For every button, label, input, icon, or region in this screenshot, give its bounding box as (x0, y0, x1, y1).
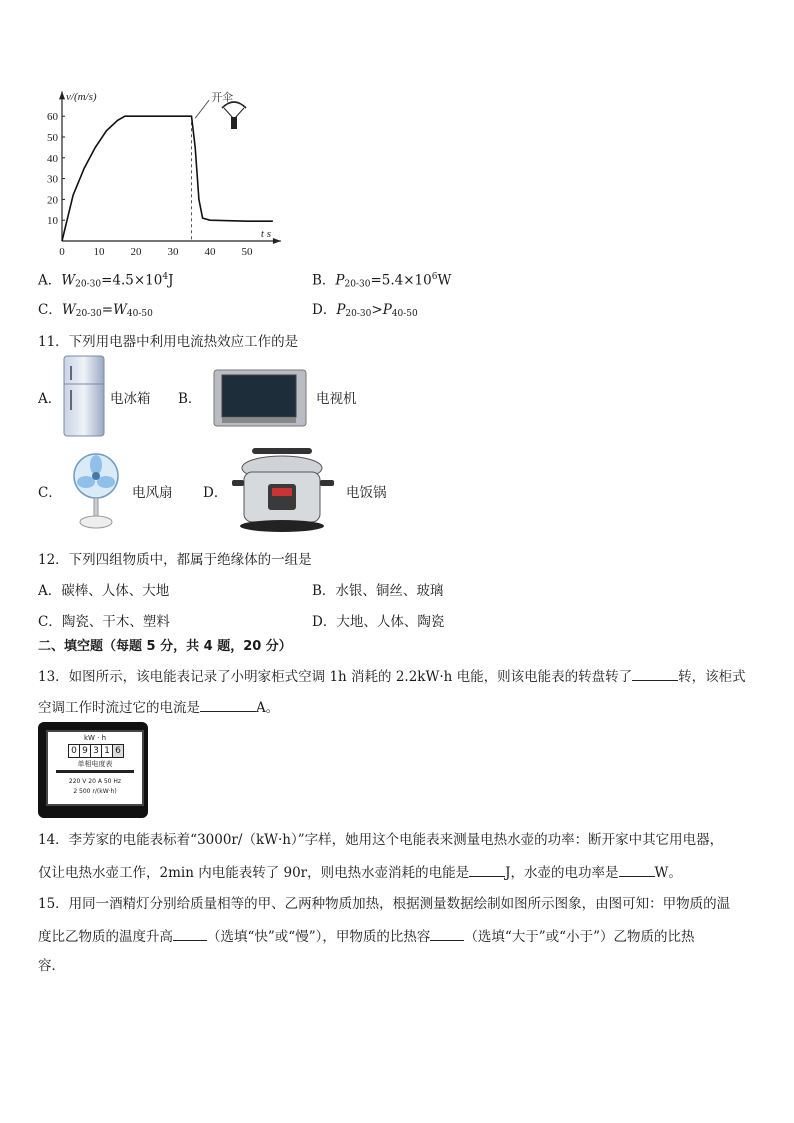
x-tick-label: 0 (59, 246, 65, 256)
q15-line2: 度比乙物质的温度升高 （选填“快”或“慢”），甲物质的比热容 （选填“大于”或“小于”）乙物质的比热 (38, 926, 694, 946)
q11-option-b-label: B． (178, 391, 202, 407)
annotation-text: 开伞 (211, 91, 234, 104)
velocity-series-line (62, 116, 273, 241)
answer-blank-q14-b (619, 862, 655, 877)
x-tick-label: 20 (130, 246, 142, 256)
television-image (212, 368, 308, 430)
q11-option-c-label: C． (38, 485, 62, 501)
parachute-icon (222, 102, 246, 129)
section-heading: 二、填空题（每题 5 分，共 4 题，20 分） (38, 639, 292, 654)
q14-line2: 仅让电热水壶工作，2min 内电能表转了 90r，则电热水壶消耗的电能是 J，水壶的电功率是 W。 (38, 862, 682, 882)
q12-option-b: B．水银、铜丝、玻璃 (312, 583, 444, 599)
meter-digit-window: 0 9 3 1 6 (68, 744, 124, 758)
q14-line1: 14．李芳家的电能表标着“3000r/（kW·h）”字样，她用这个电能表来测量电热水壶的功率：断开家中其它用电器， (38, 832, 724, 848)
meter-name: 单相电度表 (77, 760, 113, 768)
annotation-leader (195, 100, 209, 118)
q10-option-a: A．$W_{20-30}=4.5\times 10^4J$ (38, 272, 174, 290)
meter-spec: 220 V 20 A 50 Hz (68, 778, 122, 785)
q10-option-d: D．$P_{20-30}>P_{40-50}$ (312, 302, 418, 319)
velocity-time-chart (30, 86, 300, 256)
refrigerator-image (58, 354, 110, 440)
y-axis-label: v/(m/s) (66, 91, 97, 103)
x-axis-label: t s (260, 228, 271, 240)
q12-option-c: C．陶瓷、干木、塑料 (38, 614, 170, 630)
meter-revolutions: 2 500 r/(kW·h) (73, 788, 117, 795)
answer-blank-q13-b (200, 697, 256, 712)
q10-option-c: C．$W_{20-30}=W_{40-50}$ (38, 302, 153, 319)
q11-option-d-label: D． (203, 485, 228, 501)
y-tick-label: 40 (47, 152, 58, 165)
q12-option-a: A．碳棒、人体、大地 (38, 583, 170, 599)
answer-blank-q13-a (632, 666, 678, 681)
q11-stem: 11．下列用电器中利用电流热效应工作的是 (38, 334, 299, 350)
q10-option-b: B．$P_{20-30}=5.4\times 10^6W$ (312, 272, 452, 290)
x-tick-label: 50 (241, 246, 253, 256)
q11-option-a-label: A． (38, 391, 62, 407)
y-tick-label: 60 (47, 111, 58, 124)
y-axis-arrow (59, 91, 65, 99)
q15-line1: 15．用同一酒精灯分别给质量相等的甲、乙两种物质加热，根据测量数据绘制如图所示图象，由图可知：甲物质的温 (38, 896, 731, 912)
answer-blank-q15-a (173, 926, 207, 941)
x-tick-label: 40 (204, 246, 216, 256)
x-tick-label: 10 (93, 246, 105, 256)
meter-unit: kW · h (83, 734, 107, 742)
q12-option-d: D．大地、人体、陶瓷 (312, 614, 445, 630)
y-tick-label: 50 (47, 132, 58, 144)
q11-option-c-text: 电风扇 (132, 485, 173, 501)
q11-option-d-text: 电饭锅 (346, 485, 387, 501)
answer-blank-q14-a (469, 862, 505, 877)
q13-line2: 空调工作时流过它的电流是 A。 (38, 697, 279, 717)
x-axis-arrow (273, 238, 281, 244)
answer-blank-q15-b (430, 926, 464, 941)
electricity-meter-image (38, 722, 148, 818)
meter-disc (56, 770, 134, 773)
y-tick-label: 10 (47, 215, 58, 228)
q12-stem: 12．下列四组物质中，都属于绝缘体的一组是 (38, 552, 312, 568)
y-tick-label: 20 (47, 194, 58, 207)
q11-option-b-text: 电视机 (316, 391, 357, 407)
y-tick-label: 30 (47, 173, 58, 186)
q11-option-a-text: 电冰箱 (110, 391, 151, 407)
q13-line1: 13．如图所示，该电能表记录了小明家柜式空调 1h 消耗的 2.2kW·h 电能，则该电能表的转盘转了 转，该柜式 (38, 666, 746, 686)
q15-line3: 容． (38, 958, 65, 974)
rice-cooker-image (226, 446, 344, 536)
electric-fan-image (64, 452, 128, 530)
x-tick-label: 30 (167, 246, 179, 256)
